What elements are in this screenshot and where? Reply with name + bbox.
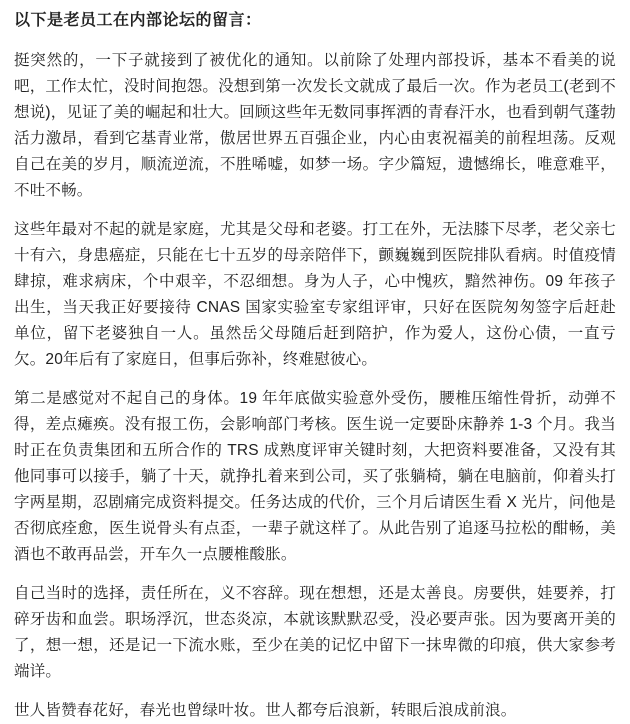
paragraph-1: 挺突然的，一下子就接到了被优化的通知。以前除了处理内部投诉，基本不看美的说吧，工作太忙，没时间抱怨。没想到第一次发长文就成了最后一次。作为老员工(老到不想说)，见证了美的崛起和壮大。回顾这些年无数同事挥洒的青春汗水，也看到朝气蓬勃活力激昂，看到它基青业常，傲居世界五百强企业，内心由衷祝福美的前程坦荡。反观自己在美的岁月，顺流逆流，不胜唏嘘，如梦一场。字少篇短，遗憾绵长，唯意难平，不吐不畅。 (14, 52, 616, 199)
paragraph-4: 自己当时的选择，责任所在，义不容辞。现在想想，还是太善良。房要供，娃要养，打碎牙齿和血尝。职场浮沉，世态炎凉，本就该默默忍受，没必要声张。因为要离开美的了，想一想，还是记一下流水账，至少在美的记忆中留下一抹卑微的印痕，供大家参考端详。 (14, 585, 616, 680)
paragraph-5: 世人皆赞春花好，春光也曾绿叶妆。世人都夸后浪新，转眼后浪成前浪。 (14, 702, 517, 719)
page-title: 以下是老员工在内部论坛的留言： (14, 12, 262, 29)
paragraph-3: 第二是感觉对不起自己的身体。19 年年底做实验意外受伤，腰椎压缩性骨折，动弹不得，差点瘫痪。没有报工伤，会影响部门考核。医生说一定要卧床静养 1-3 个月。我当时正在负责集团和五所合作的 TRS 成熟度评审关键时刻，大把资料要准备，又没有其他同事可以接手，躺了十天，就挣扎着来到公司，买了张躺椅，躺在电脑前，仰着头打字两星期，忍剧痛完成资料提交。任务达成的代价，三个月后请医生看 X 光片，问他是否彻底痊愈，医生说骨头有点歪，一辈子就这样了。从此告别了追逐马拉松的酣畅，美酒也不敢再品尝，开车久一点腰椎酸胀。 (14, 390, 616, 563)
paragraph-2: 这些年最对不起的就是家庭，尤其是父母和老婆。打工在外，无法膝下尽孝，老父亲七十有六，身患癌症，只能在七十五岁的母亲陪伴下，颤巍巍到医院排队看病。时值疫情肆掠，难求病床，个中艰辛，不忍细想。身为人子，心中愧疚，黯然神伤。09 年孩子出生，当天我正好要接待 CNAS 国家实验室专家组评审，只好在医院匆匆签字后赶赴单位，留下老婆独自一人。虽然岳父母随后赶到陪护，作为爱人，这份心债，一直亏欠。20年后有了家庭日，但事后弥补，终难慰彼心。 (14, 221, 616, 368)
